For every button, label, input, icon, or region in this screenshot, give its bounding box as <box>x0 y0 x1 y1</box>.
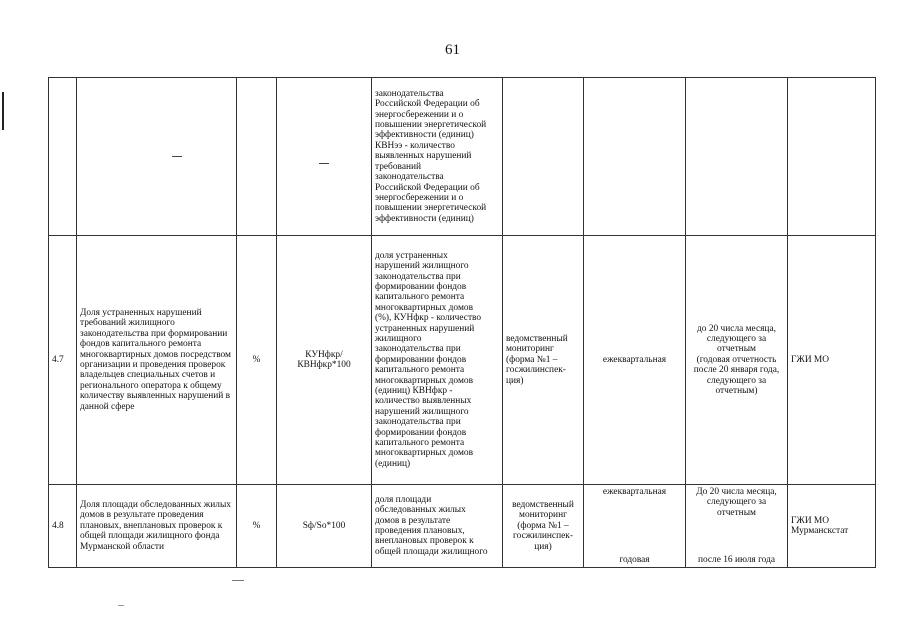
table-row-4-8 <box>49 485 876 568</box>
deadline-cell <box>686 485 788 568</box>
cell-formula <box>277 78 372 236</box>
row-number: 4.7 <box>49 236 77 485</box>
deadline-annual: после 16 июля года <box>697 554 776 565</box>
unit: % <box>237 236 277 485</box>
margin-mark <box>2 92 4 130</box>
scan-mark <box>118 605 124 606</box>
table-row-continued <box>49 78 876 236</box>
page-number: 61 <box>445 42 460 58</box>
row-number: 4.8 <box>49 485 77 568</box>
periodicity-annual: годовая <box>619 554 650 565</box>
unit: % <box>237 485 277 568</box>
scan-mark <box>232 580 244 581</box>
indicator-name: Доля устраненных нарушений требований жилищного законодательства при формировании фондов капитального ремонта многоквартирных домов посредством организации и проведения проверок владельцев специальных счетов и регионального оператора к общему количеству выявленных нарушений в данной сфере <box>77 236 237 485</box>
description: доля устраненных нарушений жилищного законодательства при формировании фондов капитального ремонта многоквартирных домов (%), КУНфкр - количество устраненных нарушений жилищного законодательства при формировании фондов капитального ремонта многоквартирных домов (единиц) КВНфкр - количество выявленных нарушений жилищного законодательства при формировании фондов капитального ремонта многоквартирных домов (единиц) <box>372 236 503 485</box>
cell-source <box>503 78 584 236</box>
responsible: ГЖИ МО <box>788 236 876 485</box>
description: доля площади обследованных жилых домов в результате проведения плановых, внеплановых проверок к общей площади жилищного <box>372 485 503 568</box>
table-row-4-7 <box>49 236 876 485</box>
cell-name <box>77 78 237 236</box>
indicator-name: Доля площади обследованных жилых домов в результате проведения плановых, внеплановых проверок к общей площади жилищного фонда Мурманской области <box>77 485 237 568</box>
cell-description: законодательства Российской Федерации об энергосбережении и о повышении энергетической эффективности (единиц) КВНээ - количество выявленных нарушений требований законодательства Российской Федерации об энергосбережении и о повышении энергетической эффективности (единиц) <box>372 78 503 236</box>
periodicity: ежеквартальная <box>602 487 667 497</box>
cell-periodicity <box>584 78 686 236</box>
cell-unit <box>237 78 277 236</box>
periodicity: ежеквартальная <box>584 236 686 485</box>
deadline: до 20 числа месяца, следующего за отчетным (годовая отчетность после 20 января года, следующего за отчетным) <box>686 236 788 485</box>
cell-num <box>49 78 77 236</box>
deadline: До 20 числа месяца, следующего за отчетным <box>696 487 777 518</box>
indicator-table <box>48 77 876 568</box>
formula: Sф/Sо*100 <box>277 485 372 568</box>
responsible: ГЖИ МО Мурманскстат <box>788 485 876 568</box>
cell-responsible <box>788 78 876 236</box>
formula: КУНфкр/КВНфкр*100 <box>277 236 372 485</box>
cell-deadline <box>686 78 788 236</box>
data-source: ведомственный мониторинг (форма №1 – госжилинспек- ция) <box>503 236 584 485</box>
data-source: ведомственный мониторинг (форма №1 – госжилинспек- ция) <box>503 485 584 568</box>
periodicity-cell <box>584 485 686 568</box>
